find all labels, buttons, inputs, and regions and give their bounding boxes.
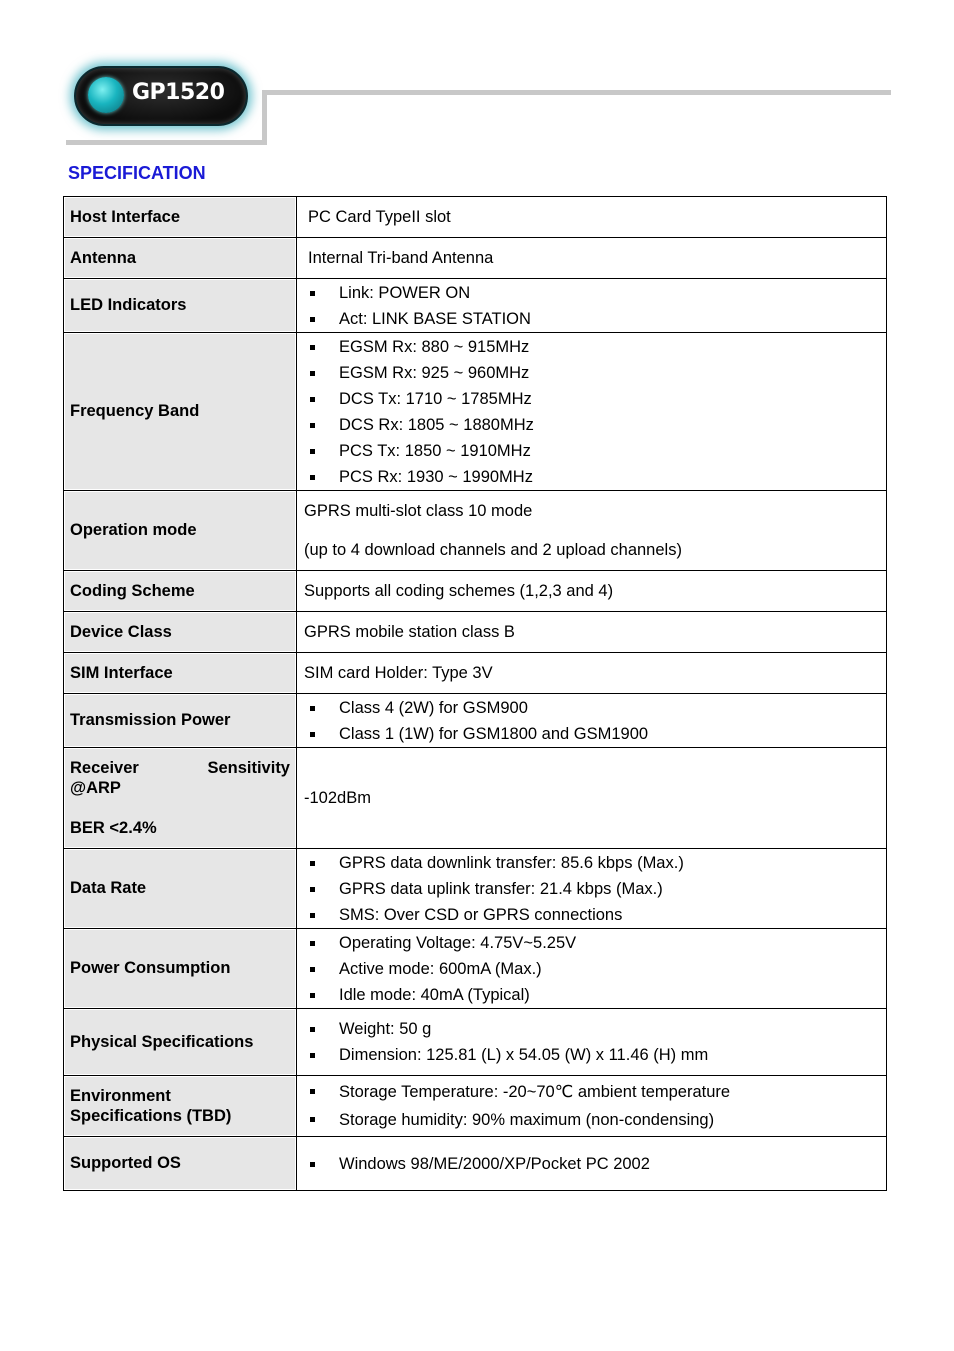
list-item: GPRS data downlink transfer: 85.6 kbps (Max.) [308, 850, 878, 876]
header-rule-horizontal [262, 90, 891, 95]
row-value [297, 929, 887, 1009]
list-item: Act: LINK BASE STATION [308, 306, 878, 332]
list-item: DCS Tx: 1710 ~ 1785MHz [308, 386, 878, 412]
section-title: SPECIFICATION [68, 163, 206, 183]
list-item: Storage Temperature: -20~70℃ ambient temperature [308, 1078, 878, 1106]
label-word: Sensitivity [207, 759, 290, 777]
row-label: Physical Specifications [64, 1009, 297, 1076]
row-value: SIM card Holder: Type 3V [297, 653, 887, 694]
row-label: Frequency Band [64, 333, 297, 491]
row-label: Power Consumption [64, 929, 297, 1009]
list-item: Active mode: 600mA (Max.) [308, 956, 878, 982]
label-line [70, 758, 290, 778]
row-label: LED Indicators [64, 279, 297, 333]
table-row [64, 653, 887, 694]
row-label: SIM Interface [64, 653, 297, 694]
list-item: Class 1 (1W) for GSM1800 and GSM1900 [308, 721, 878, 747]
row-label [64, 1076, 297, 1137]
row-label: Data Rate [64, 849, 297, 929]
list-item: Storage humidity: 90% maximum (non-condensing) [308, 1106, 878, 1134]
table-row [64, 1137, 887, 1191]
row-value [297, 1009, 887, 1076]
list-item: Operating Voltage: 4.75V~5.25V [308, 930, 878, 956]
table-row [64, 1076, 887, 1137]
row-value [297, 491, 887, 571]
row-label: Operation mode [64, 491, 297, 571]
row-value: -102dBm [297, 748, 887, 849]
table-row [64, 279, 887, 333]
row-label: Supported OS [64, 1137, 297, 1191]
list-item: PCS Tx: 1850 ~ 1910MHz [308, 438, 878, 464]
list-item: EGSM Rx: 880 ~ 915MHz [308, 334, 878, 360]
table-row [64, 694, 887, 748]
label-line: @ARP [70, 779, 121, 797]
header-rule-bottom [66, 140, 267, 145]
table-row [64, 571, 887, 612]
table-row [64, 612, 887, 653]
list-item: GPRS data uplink transfer: 21.4 kbps (Max.) [308, 876, 878, 902]
list-item: Weight: 50 g [308, 1016, 878, 1042]
table-row [64, 491, 887, 571]
table-row [64, 1009, 887, 1076]
row-value: Supports all coding schemes (1,2,3 and 4) [297, 571, 887, 612]
row-label: Transmission Power [64, 694, 297, 748]
logo-text: GP1520 [132, 80, 225, 105]
row-label: Coding Scheme [64, 571, 297, 612]
row-value [297, 1137, 887, 1191]
list-item: Dimension: 125.81 (L) x 54.05 (W) x 11.46 (H) mm [308, 1042, 878, 1068]
spec-table [63, 196, 887, 1191]
table-row [64, 849, 887, 929]
product-logo [66, 58, 258, 136]
list-item: Link: POWER ON [308, 280, 878, 306]
value-line: GPRS multi-slot class 10 mode [304, 502, 533, 520]
table-row [64, 238, 887, 279]
row-value [297, 694, 887, 748]
label-line: Specifications (TBD) [70, 1107, 232, 1125]
row-value [297, 849, 887, 929]
table-row [64, 748, 887, 849]
row-value [297, 1076, 887, 1137]
list-item: DCS Rx: 1805 ~ 1880MHz [308, 412, 878, 438]
list-item: Idle mode: 40mA (Typical) [308, 982, 878, 1008]
label-word: Receiver [70, 759, 139, 777]
row-label: Device Class [64, 612, 297, 653]
table-row [64, 197, 887, 238]
logo-dot-icon [88, 77, 124, 113]
row-value [297, 279, 887, 333]
label-line: BER <2.4% [70, 819, 157, 837]
header-rule-vertical [262, 92, 267, 145]
list-item: Class 4 (2W) for GSM900 [308, 695, 878, 721]
row-value [297, 333, 887, 491]
row-label: Antenna [64, 238, 297, 279]
row-value: Internal Tri-band Antenna [297, 238, 887, 279]
row-label: Host Interface [64, 197, 297, 238]
list-item: PCS Rx: 1930 ~ 1990MHz [308, 464, 878, 490]
label-line: Environment [70, 1087, 171, 1105]
table-row [64, 929, 887, 1009]
list-item: SMS: Over CSD or GPRS connections [308, 902, 878, 928]
row-value: GPRS mobile station class B [297, 612, 887, 653]
table-row [64, 333, 887, 491]
logo-badge [74, 66, 248, 126]
value-line: (up to 4 download channels and 2 upload channels) [304, 541, 682, 559]
list-item: Windows 98/ME/2000/XP/Pocket PC 2002 [308, 1151, 878, 1177]
list-item: EGSM Rx: 925 ~ 960MHz [308, 360, 878, 386]
row-label [64, 748, 297, 849]
row-value: PC Card TypeII slot [297, 197, 887, 238]
